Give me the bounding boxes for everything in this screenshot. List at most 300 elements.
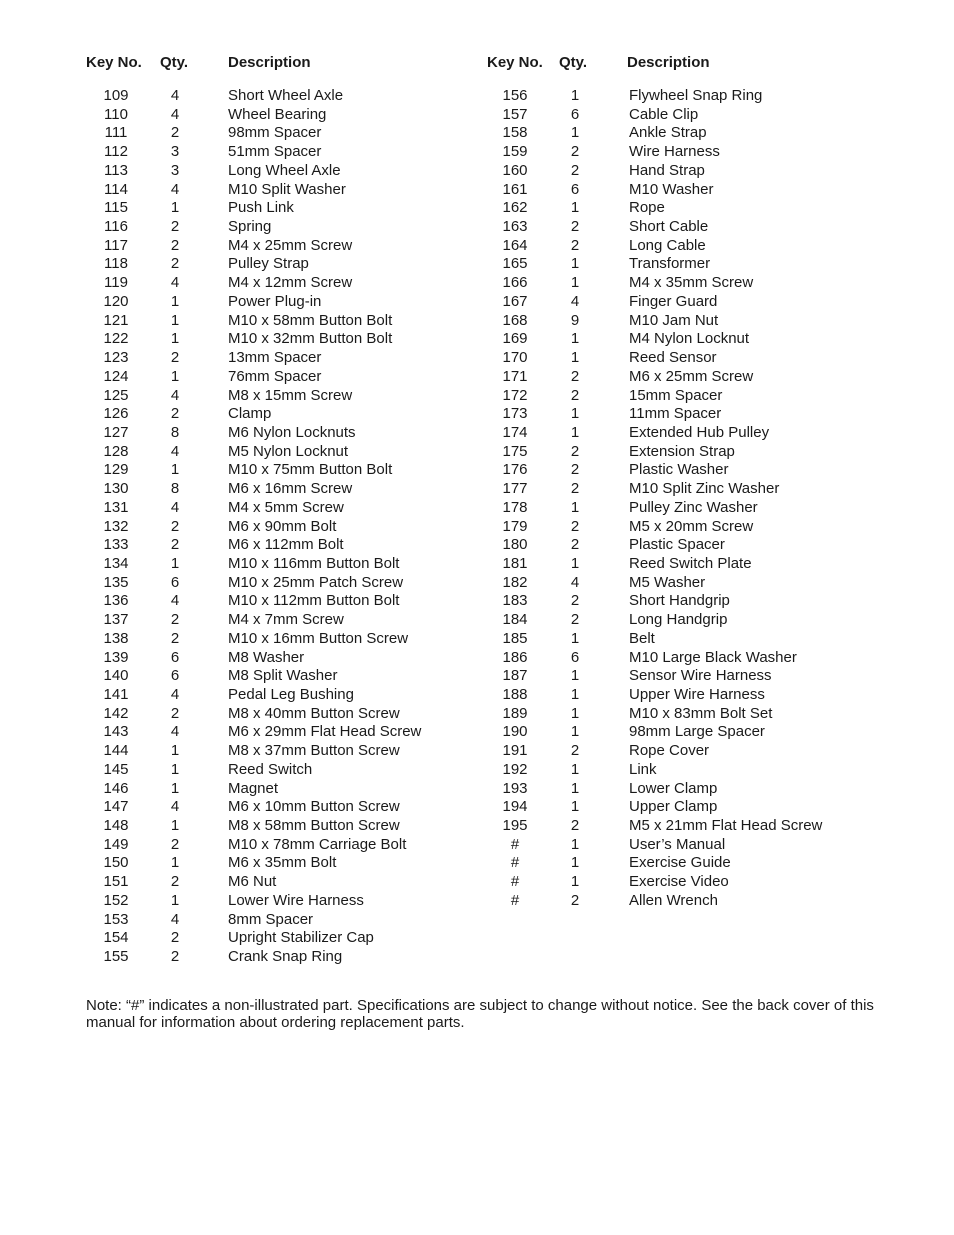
part-qty: 2	[570, 442, 580, 460]
part-description: M10 x 58mm Button Bolt	[228, 311, 393, 329]
part-key-no: 174	[502, 423, 528, 441]
part-description: Long Wheel Axle	[228, 161, 341, 179]
part-qty: 2	[170, 236, 180, 254]
part-qty: 1	[570, 274, 580, 292]
part-description: 98mm Large Spacer	[629, 723, 765, 741]
table-row	[86, 255, 476, 274]
table-row	[86, 761, 476, 780]
part-qty: 2	[570, 611, 580, 629]
part-qty: 1	[170, 292, 180, 310]
part-qty: 1	[570, 87, 580, 104]
part-key-no: 168	[502, 311, 528, 329]
part-description: M10 x 112mm Button Bolt	[228, 592, 400, 610]
table-row	[487, 499, 927, 518]
part-key-no: 165	[502, 255, 528, 273]
part-description: Finger Guard	[629, 292, 718, 310]
part-key-no: #	[510, 854, 520, 872]
part-qty: 1	[570, 498, 580, 516]
part-key-no: 112	[104, 143, 128, 161]
part-description: M10 Jam Nut	[629, 311, 719, 329]
part-key-no: 161	[502, 180, 528, 198]
part-key-no: 157	[502, 105, 528, 123]
part-qty: 1	[170, 554, 180, 572]
part-key-no: 132	[103, 517, 129, 535]
part-key-no: 162	[502, 199, 528, 217]
table-row	[86, 87, 476, 106]
part-qty: 2	[170, 517, 180, 535]
part-description: Spring	[228, 218, 272, 236]
part-key-no: 164	[502, 236, 528, 254]
part-qty: 4	[170, 105, 180, 123]
part-description: M5 x 20mm Screw	[629, 517, 754, 535]
part-key-no: 154	[103, 929, 129, 947]
table-row	[487, 667, 927, 686]
part-key-no: 167	[502, 292, 528, 310]
part-key-no: 145	[103, 760, 129, 778]
part-description: M4 x 25mm Screw	[228, 236, 353, 254]
part-qty: 1	[170, 760, 180, 778]
part-key-no: 138	[103, 629, 129, 647]
part-qty: 9	[570, 311, 580, 329]
table-row	[86, 723, 476, 742]
table-row	[86, 873, 476, 892]
part-key-no: 148	[103, 817, 129, 835]
part-key-no: 131	[103, 498, 129, 516]
part-key-no: 116	[104, 218, 128, 236]
part-qty: 1	[170, 311, 180, 329]
part-description: Flywheel Snap Ring	[629, 87, 763, 104]
part-description: Power Plug-in	[228, 292, 322, 310]
parts-list-left-column	[86, 54, 476, 966]
part-key-no: 137	[103, 611, 129, 629]
part-qty: 1	[170, 199, 180, 217]
table-row	[487, 162, 927, 181]
table-row	[86, 742, 476, 761]
part-description: M4 Nylon Locknut	[629, 330, 750, 348]
part-description: Extended Hub Pulley	[629, 423, 770, 441]
part-qty: 1	[570, 873, 580, 891]
table-row	[487, 143, 927, 162]
part-qty: 3	[170, 161, 180, 179]
part-key-no: 176	[502, 461, 528, 479]
part-key-no: 139	[103, 648, 129, 666]
part-description: M10 Split Zinc Washer	[629, 480, 780, 498]
table-row	[487, 124, 927, 143]
part-qty: 1	[170, 891, 180, 909]
table-row	[86, 836, 476, 855]
part-key-no: 189	[502, 704, 528, 722]
part-key-no: 183	[502, 592, 528, 610]
part-qty: 6	[170, 648, 180, 666]
part-qty: 1	[570, 629, 580, 647]
part-qty: 2	[170, 929, 180, 947]
part-qty: 1	[570, 124, 580, 142]
part-description: Reed Switch Plate	[629, 554, 752, 572]
part-key-no: 113	[104, 161, 128, 179]
part-qty: 2	[570, 817, 580, 835]
table-row	[86, 106, 476, 125]
part-description: 76mm Spacer	[228, 367, 322, 385]
part-key-no: 135	[103, 573, 129, 591]
part-qty: 4	[170, 592, 180, 610]
part-key-no: 178	[502, 498, 528, 516]
part-qty: 4	[170, 723, 180, 741]
table-row	[487, 87, 927, 106]
table-row	[487, 218, 927, 237]
part-key-no: 172	[502, 386, 528, 404]
part-qty: 1	[170, 367, 180, 385]
table-row	[86, 312, 476, 331]
part-description: Rope Cover	[629, 742, 710, 760]
parts-rows-right	[487, 87, 927, 911]
table-row	[86, 892, 476, 911]
part-description: M6 x 29mm Flat Head Screw	[228, 723, 422, 741]
part-description: M6 x 90mm Bolt	[228, 517, 337, 535]
part-key-no: #	[510, 835, 520, 853]
part-qty: 3	[170, 143, 180, 161]
table-row	[487, 330, 927, 349]
table-row	[86, 536, 476, 555]
part-key-no: 119	[104, 274, 128, 292]
table-row	[487, 255, 927, 274]
part-description: 8mm Spacer	[228, 910, 314, 928]
part-description: Upper Wire Harness	[629, 686, 765, 703]
part-description: M6 x 35mm Bolt	[228, 854, 337, 872]
part-description: Pedal Leg Bushing	[228, 686, 354, 703]
part-description: Clamp	[228, 405, 272, 423]
part-qty: 2	[170, 704, 180, 722]
part-description: Pulley Zinc Washer	[629, 498, 758, 516]
part-description: 15mm Spacer	[629, 386, 723, 404]
part-qty: 1	[570, 554, 580, 572]
part-key-no: 127	[103, 423, 129, 441]
part-qty: 2	[570, 891, 580, 909]
part-qty: 4	[170, 87, 180, 104]
table-row	[86, 630, 476, 649]
part-qty: 1	[570, 686, 580, 703]
part-qty: 1	[570, 667, 580, 685]
table-row	[86, 199, 476, 218]
parts-rows-left	[86, 87, 476, 967]
part-qty: 2	[570, 161, 580, 179]
table-row	[86, 705, 476, 724]
part-description: Hand Strap	[629, 161, 705, 179]
header-key-no: Key No.	[86, 54, 142, 71]
table-row	[86, 611, 476, 630]
part-qty: 2	[570, 367, 580, 385]
part-description: M5 Washer	[629, 573, 706, 591]
table-row	[86, 143, 476, 162]
part-key-no: 146	[103, 779, 129, 797]
header-qty: Qty.	[559, 54, 588, 71]
table-row	[487, 555, 927, 574]
table-row	[487, 649, 927, 668]
part-qty: 2	[570, 236, 580, 254]
part-key-no: 184	[502, 611, 528, 629]
part-description: M6 Nylon Locknuts	[228, 423, 356, 441]
part-description: Reed Switch	[228, 760, 313, 778]
part-key-no: 134	[103, 554, 129, 572]
part-description: Wheel Bearing	[228, 105, 327, 123]
part-qty: 2	[170, 948, 180, 966]
part-qty: 2	[170, 536, 180, 554]
part-qty: 8	[170, 480, 180, 498]
part-qty: 6	[570, 180, 580, 198]
part-key-no: 171	[502, 367, 528, 385]
header-key-no: Key No.	[487, 54, 543, 71]
part-key-no: 147	[103, 798, 129, 816]
part-key-no: 121	[103, 311, 129, 329]
part-description: M10 x 83mm Bolt Set	[629, 704, 773, 722]
part-qty: 1	[570, 405, 580, 423]
part-description: M6 x 25mm Screw	[629, 367, 754, 385]
table-row	[487, 480, 927, 499]
part-qty: 8	[170, 423, 180, 441]
part-qty: 2	[170, 629, 180, 647]
part-qty: 1	[170, 779, 180, 797]
table-row	[86, 162, 476, 181]
part-qty: 4	[170, 180, 180, 198]
part-qty: 1	[570, 854, 580, 872]
part-key-no: 163	[502, 218, 528, 236]
part-description: Long Cable	[629, 236, 706, 254]
part-description: M4 x 7mm Screw	[228, 611, 344, 629]
part-description: Lower Clamp	[629, 779, 718, 797]
part-description: Pulley Strap	[228, 255, 309, 273]
table-row	[86, 780, 476, 799]
part-qty: 1	[570, 255, 580, 273]
part-key-no: 122	[103, 330, 129, 348]
part-key-no: 115	[104, 199, 128, 217]
part-description: 51mm Spacer	[228, 143, 322, 161]
table-row	[86, 686, 476, 705]
part-key-no: 110	[104, 105, 128, 123]
part-key-no: 114	[104, 180, 128, 198]
part-qty: 1	[570, 760, 580, 778]
part-qty: 2	[570, 742, 580, 760]
table-row	[487, 611, 927, 630]
part-description: Magnet	[228, 779, 279, 797]
part-key-no: 129	[103, 461, 129, 479]
part-qty: 6	[570, 648, 580, 666]
part-qty: 2	[170, 218, 180, 236]
part-description: M4 x 5mm Screw	[228, 498, 344, 516]
part-description: Upper Clamp	[629, 798, 718, 816]
table-row	[487, 518, 927, 537]
table-row	[487, 368, 927, 387]
part-qty: 1	[570, 835, 580, 853]
part-description: Extension Strap	[629, 442, 735, 460]
table-row	[487, 836, 927, 855]
part-qty: 6	[570, 105, 580, 123]
part-qty: 1	[170, 854, 180, 872]
table-row	[86, 237, 476, 256]
table-row	[86, 424, 476, 443]
table-row	[487, 293, 927, 312]
part-description: M8 x 37mm Button Screw	[228, 742, 400, 760]
table-row	[487, 443, 927, 462]
part-qty: 1	[570, 349, 580, 367]
table-row	[487, 405, 927, 424]
part-description: M6 x 16mm Screw	[228, 480, 353, 498]
part-key-no: 166	[502, 274, 528, 292]
part-qty: 4	[170, 498, 180, 516]
parts-list-right-column	[487, 54, 927, 909]
table-row	[487, 592, 927, 611]
header-description: Description	[228, 54, 311, 71]
table-row	[86, 181, 476, 200]
part-qty: 4	[170, 442, 180, 460]
part-key-no: 159	[502, 143, 528, 161]
part-description: M8 x 58mm Button Screw	[228, 817, 400, 835]
table-header	[487, 54, 927, 76]
part-qty: 1	[570, 199, 580, 217]
part-key-no: 109	[103, 87, 129, 104]
part-description: M8 Split Washer	[228, 667, 338, 685]
part-key-no: 169	[502, 330, 528, 348]
part-key-no: 111	[104, 124, 128, 142]
part-key-no: 143	[103, 723, 129, 741]
part-key-no: 123	[103, 349, 129, 367]
part-qty: 2	[170, 835, 180, 853]
part-qty: 2	[570, 517, 580, 535]
part-description: Exercise Guide	[629, 854, 731, 872]
part-description: Short Handgrip	[629, 592, 730, 610]
part-qty: 4	[170, 274, 180, 292]
table-row	[86, 555, 476, 574]
part-description: Allen Wrench	[629, 891, 718, 909]
part-key-no: 191	[502, 742, 528, 760]
part-description: M6 x 10mm Button Screw	[228, 798, 400, 816]
part-key-no: #	[510, 891, 520, 909]
part-description: Sensor Wire Harness	[629, 667, 772, 685]
table-row	[86, 911, 476, 930]
table-row	[487, 312, 927, 331]
table-row	[86, 667, 476, 686]
part-qty: 1	[570, 423, 580, 441]
table-row	[86, 461, 476, 480]
table-row	[86, 798, 476, 817]
part-qty: 1	[170, 330, 180, 348]
table-row	[487, 424, 927, 443]
part-key-no: 158	[502, 124, 528, 142]
part-key-no: 177	[502, 480, 528, 498]
part-key-no: 136	[103, 592, 129, 610]
part-qty: 1	[170, 461, 180, 479]
part-qty: 1	[570, 779, 580, 797]
table-row	[487, 106, 927, 125]
part-key-no: 128	[103, 442, 129, 460]
part-qty: 2	[170, 405, 180, 423]
part-description: Rope	[629, 199, 665, 217]
part-description: M6 x 112mm Bolt	[228, 536, 344, 554]
part-description: Upright Stabilizer Cap	[228, 929, 374, 947]
table-row	[86, 443, 476, 462]
part-qty: 1	[170, 817, 180, 835]
table-row	[86, 124, 476, 143]
header-qty: Qty.	[160, 54, 189, 71]
part-qty: 2	[570, 480, 580, 498]
table-row	[487, 574, 927, 593]
part-qty: 1	[170, 742, 180, 760]
part-description: Wire Harness	[629, 143, 720, 161]
part-description: M6 Nut	[228, 873, 277, 891]
table-row	[86, 293, 476, 312]
part-qty: 6	[170, 573, 180, 591]
part-description: Push Link	[228, 199, 294, 217]
part-description: Exercise Video	[629, 873, 729, 891]
part-qty: 4	[170, 386, 180, 404]
table-row	[86, 929, 476, 948]
table-row	[86, 330, 476, 349]
part-key-no: 117	[104, 236, 128, 254]
part-qty: 6	[170, 667, 180, 685]
part-description: Long Handgrip	[629, 611, 728, 629]
table-header	[86, 54, 476, 76]
part-description: M10 x 16mm Button Screw	[228, 629, 409, 647]
table-row	[487, 817, 927, 836]
part-qty: 2	[570, 536, 580, 554]
part-description: M4 x 12mm Screw	[228, 274, 353, 292]
part-qty: 4	[570, 292, 580, 310]
part-key-no: 151	[103, 873, 129, 891]
part-qty: 2	[170, 611, 180, 629]
part-description: M10 Washer	[629, 180, 714, 198]
table-row	[86, 218, 476, 237]
part-qty: 4	[170, 686, 180, 703]
table-row	[86, 948, 476, 967]
part-description: Link	[629, 760, 657, 778]
table-row	[487, 349, 927, 368]
part-qty: 1	[570, 798, 580, 816]
table-row	[487, 742, 927, 761]
part-description: Crank Snap Ring	[228, 948, 343, 966]
part-description: Cable Clip	[629, 105, 699, 123]
part-qty: 2	[570, 386, 580, 404]
part-key-no: 188	[502, 686, 528, 703]
table-row	[487, 761, 927, 780]
table-row	[86, 480, 476, 499]
table-row	[487, 798, 927, 817]
table-row	[487, 854, 927, 873]
part-key-no: 144	[103, 742, 129, 760]
part-description: M10 x 116mm Button Bolt	[228, 554, 400, 572]
part-description: Short Cable	[629, 218, 709, 236]
part-qty: 4	[170, 798, 180, 816]
table-row	[86, 387, 476, 406]
part-key-no: 179	[502, 517, 528, 535]
part-key-no: 173	[502, 405, 528, 423]
part-key-no: 149	[103, 835, 129, 853]
part-key-no: 180	[502, 536, 528, 554]
part-description: Plastic Spacer	[629, 536, 725, 554]
part-key-no: 194	[502, 798, 528, 816]
part-key-no: 124	[103, 367, 129, 385]
table-row	[86, 817, 476, 836]
part-description: Belt	[629, 629, 655, 647]
part-qty: 2	[570, 143, 580, 161]
table-row	[86, 499, 476, 518]
footnote: Note: “#” indicates a non-illustrated part. Specifications are subject to change without notice. See the back cover of this manual for information about ordering replacement parts.	[86, 997, 874, 1031]
part-key-no: 190	[502, 723, 528, 741]
part-description: M10 x 25mm Patch Screw	[228, 573, 404, 591]
table-row	[86, 649, 476, 668]
part-key-no: 193	[502, 779, 528, 797]
part-qty: 4	[570, 573, 580, 591]
table-row	[86, 405, 476, 424]
part-key-no: 150	[103, 854, 129, 872]
part-description: M8 Washer	[228, 648, 305, 666]
